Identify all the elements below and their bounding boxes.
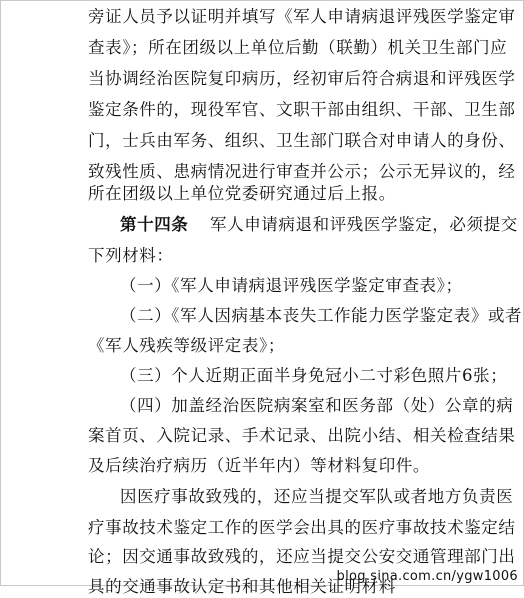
paragraph-line: 致残性质、患病情况进行审查并公示；公示无异议的，经 (88, 162, 516, 181)
paragraph-line: 论；因交通事故致残的，还应当提交公安交通管理部门出 (88, 547, 516, 566)
list-item-continuation: 案首页、入院记录、手术记录、出院小结、相关检查结果 (88, 426, 516, 445)
paragraph-line: 门，士兵由军务、组织、卫生部门联合对申请人的身份、 (88, 131, 516, 150)
paragraph-line: 旁证人员予以证明并填写《军人申请病退评残医学鉴定审 (88, 7, 516, 26)
paragraph-line: 疗事故技术鉴定工作的医学会出具的医疗事故技术鉴定结 (88, 518, 516, 537)
watermark-text: blog.sina.com.cn/ygw1006 (336, 569, 518, 584)
list-item: （一）《军人申请病退评残医学鉴定审查表》； (120, 276, 463, 295)
paragraph-line: 下列材料： (88, 246, 174, 265)
paragraph-line: 军人申请病退和评残医学鉴定，必须提交 (210, 215, 518, 234)
list-item: （二）《军人因病基本丧失工作能力医学鉴定表》或者 (120, 306, 523, 325)
paragraph-line: 所在团级以上单位党委研究通过后上报。 (88, 184, 396, 203)
paragraph-line: 当协调经治医院复印病历，经初审后符合病退和评残医学 (88, 69, 516, 88)
paragraph-line: 鉴定条件的，现役军官、文职干部由组织、干部、卫生部 (88, 100, 516, 119)
list-item: （三）个人近期正面半身免冠小二寸彩色照片6张； (120, 366, 508, 385)
list-item-continuation: 《军人残疾等级评定表》； (88, 336, 285, 355)
list-item: （四）加盖经治医院病案室和医务部（处）公章的病 (120, 396, 514, 415)
paragraph-line: 具的交通事故认定书和其他相关证明材料 (88, 577, 396, 596)
paragraph-line: 因医疗事故致残的，还应当提交军队或者地方负责医 (120, 487, 514, 506)
article-heading: 第十四条 (120, 215, 189, 234)
paragraph-line: 查表》；所在团级以上单位后勤（联勤）机关卫生部门应 (88, 38, 508, 57)
list-item-continuation: 及后续治疗病历（近半年内）等材料复印件。 (88, 456, 430, 475)
